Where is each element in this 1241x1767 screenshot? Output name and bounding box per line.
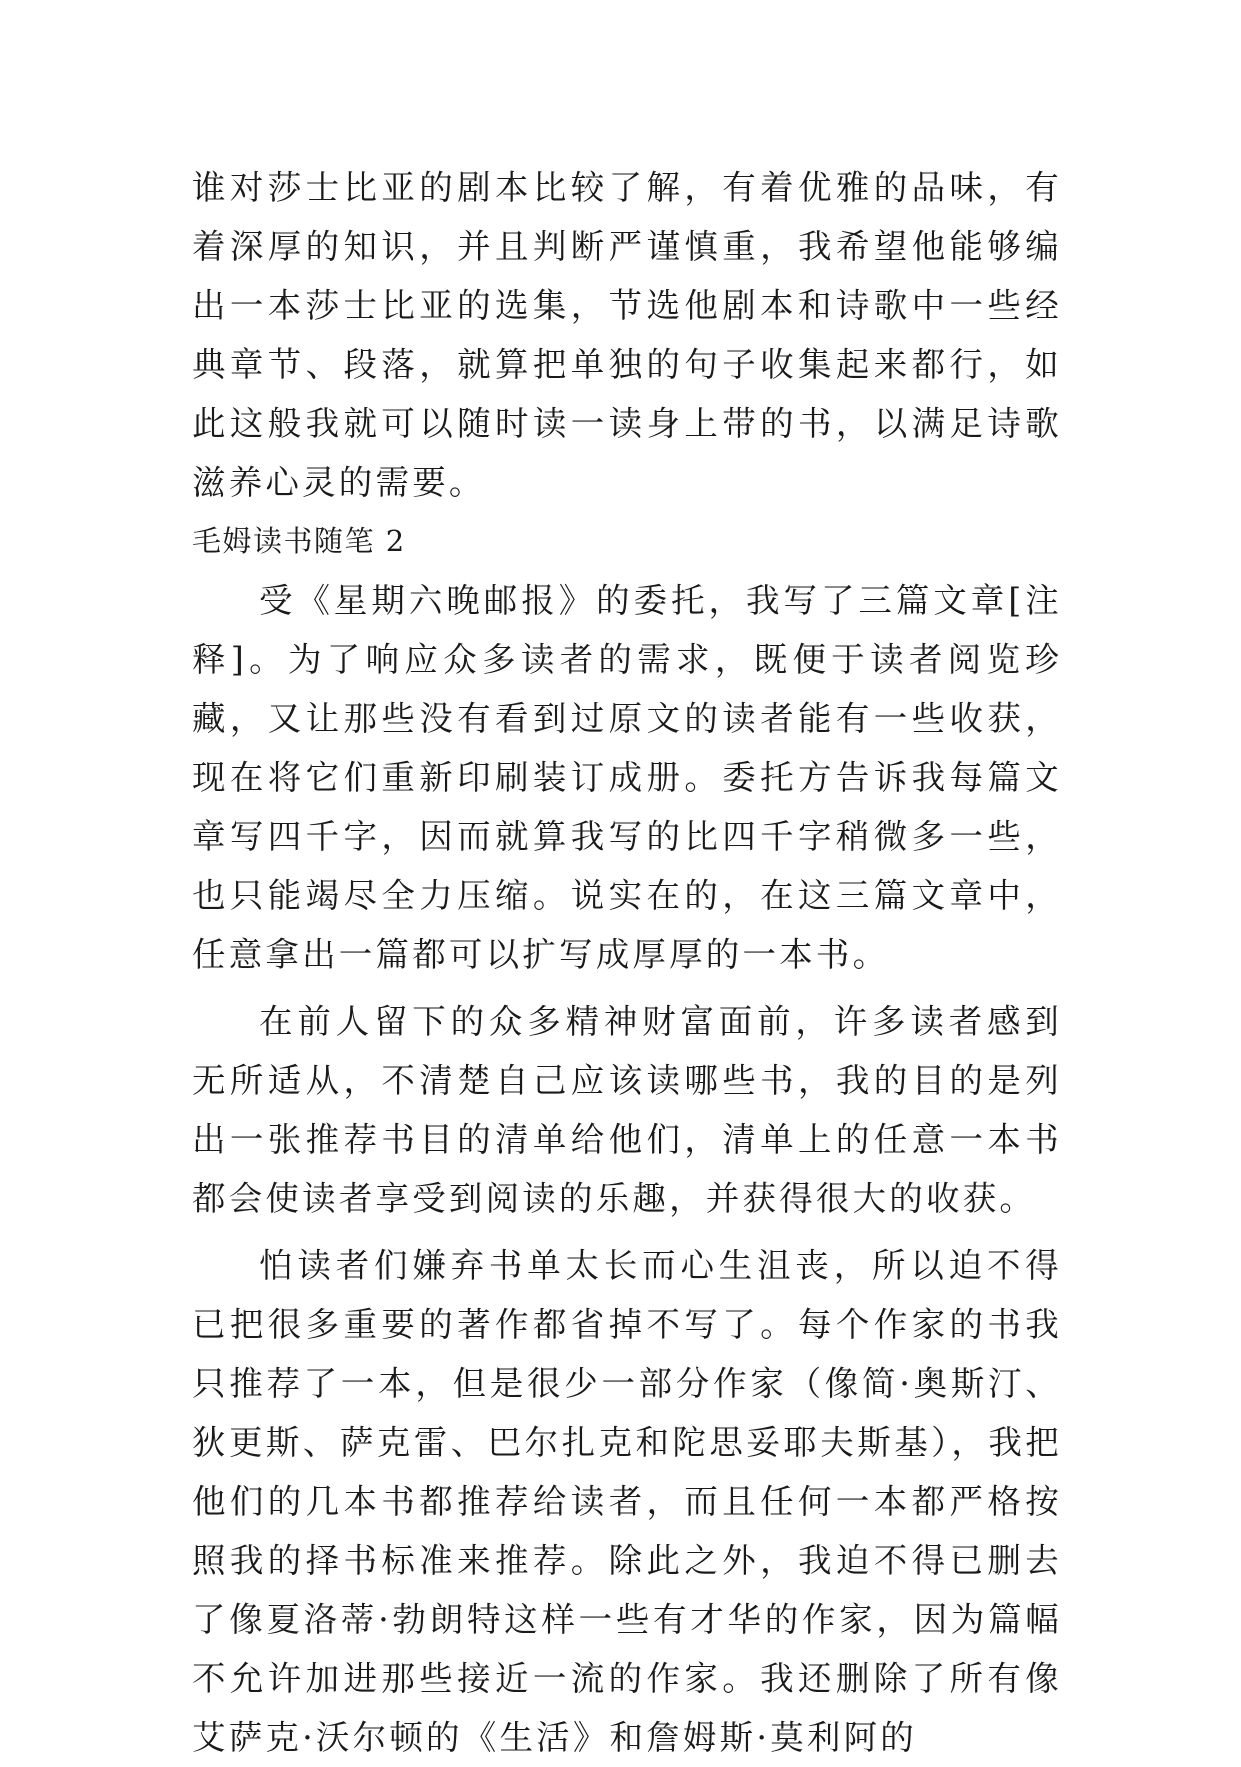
paragraph-booklist: 怕读者们嫌弃书单太长而心生沮丧，所以迫不得已把很多重要的著作都省掉不写了。每个作家的书我只推荐了一本，但是很少一部分作家（像简·奥斯汀、狄更斯、萨克雷、巴尔扎克和陀思妥耶夫斯基），我把他们的几本书都推荐给读者，而且任何一本都严格按照我的择书标准来推荐。除此之外，我迫不得已删去了像夏洛蒂·勃朗特这样一些有才华的作家，因为篇幅不允许加进那些接近一流的作家。我还删除了所有像艾萨克·沃尔顿的《生活》和詹姆斯·莫利阿的 xyxy=(192,1246,1062,1757)
section-heading: 毛姆读书随笔 2 xyxy=(192,524,406,558)
paragraph-continued: 谁对莎士比亚的剧本比较了解，有着优雅的品味，有着深厚的知识，并且判断严谨慎重，我希望他能够编出一本莎士比亚的选集，节选他剧本和诗歌中一些经典章节、段落，就算把单独的句子收集起来都行，如此这般我就可以随时读一读身上带的书，以满足诗歌滋养心灵的需要。 xyxy=(192,168,1062,502)
paragraph-purpose: 在前人留下的众多精神财富面前，许多读者感到无所适从，不清楚自己应该读哪些书，我的目的是列出一张推荐书目的清单给他们，清单上的任意一本书都会使读者享受到阅读的乐趣，并获得很大的收获。 xyxy=(192,1002,1062,1218)
paragraph-intro: 受《星期六晚邮报》的委托，我写了三篇文章[注释]。为了响应众多读者的需求，既便于读者阅览珍藏，又让那些没有看到过原文的读者能有一些收获，现在将它们重新印刷装订成册。委托方告诉我每篇文章写四千字，因而就算我写的比四千字稍微多一些，也只能竭尽全力压缩。说实在的，在这三篇文章中，任意拿出一篇都可以扩写成厚厚的一本书。 xyxy=(192,581,1062,974)
body-text xyxy=(192,158,1062,1767)
